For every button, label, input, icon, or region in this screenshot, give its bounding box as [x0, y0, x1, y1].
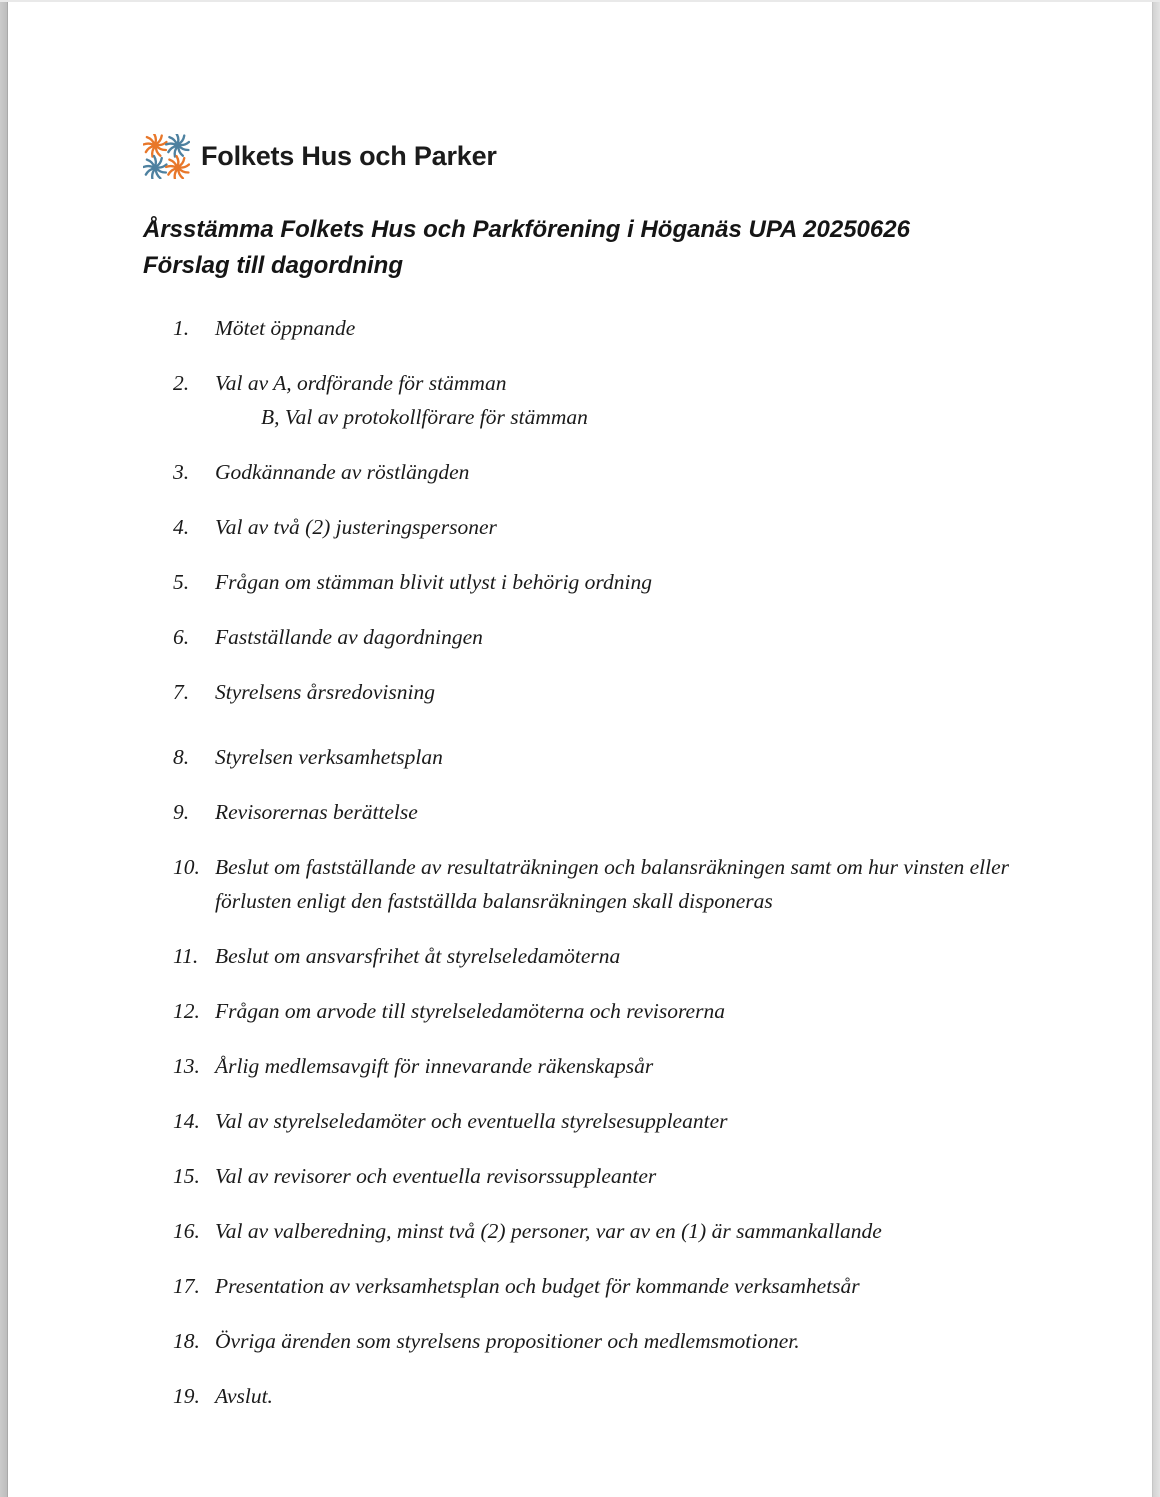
list-item [173, 1269, 1021, 1303]
logo-wordmark: Folkets Hus och Parker [201, 141, 497, 171]
page-top-edge [0, 0, 1160, 2]
agenda-item-text: Beslut om fastställande av resultaträkningen och balansräkningen samt om hur vinsten eller förlusten enligt den fastställda balansräkningen skall disponeras [215, 855, 1010, 913]
agenda-item-text: Val av två (2) justeringspersoner [215, 515, 497, 539]
agenda-item-number: 13. [173, 1054, 200, 1078]
list-item [173, 1324, 1021, 1358]
list-item [173, 1049, 1021, 1083]
agenda-item-number: 9. [173, 800, 190, 824]
agenda-item-text: Årlig medlemsavgift för innevarande räkenskapsår [215, 1054, 654, 1078]
list-item [173, 850, 1021, 918]
agenda-item-text: Avslut. [215, 1384, 273, 1408]
list-item [173, 1379, 1021, 1413]
list-item [173, 1159, 1021, 1193]
agenda-item-number: 8. [173, 745, 190, 769]
list-item [173, 311, 1021, 345]
list-item [173, 455, 1021, 489]
list-item [173, 620, 1021, 654]
agenda-list [173, 311, 1021, 1413]
agenda-item-number: 2. [173, 371, 190, 395]
agenda-item-text: Val av styrelseledamöter och eventuella styrelsesuppleanter [215, 1109, 728, 1133]
agenda-item-text: Revisorernas berättelse [215, 800, 418, 824]
agenda-item-text: Styrelsen verksamhetsplan [215, 745, 443, 769]
agenda-item-text: Val av revisorer och eventuella revisorssuppleanter [215, 1164, 657, 1188]
agenda-item-text: Val av A, ordförande för stämman [215, 371, 507, 395]
agenda-item-number: 10. [173, 855, 200, 879]
agenda-item-number: 1. [173, 316, 190, 340]
agenda-item-number: 6. [173, 625, 190, 649]
list-item [173, 994, 1021, 1028]
list-item [173, 1214, 1021, 1248]
page-left-gutter [0, 0, 8, 1497]
list-item [173, 795, 1021, 829]
agenda-item-number: 4. [173, 515, 190, 539]
agenda-item-text: Presentation av verksamhetsplan och budget för kommande verksamhetsår [215, 1274, 860, 1298]
agenda-item-number: 11. [173, 944, 199, 968]
agenda-item-text: Godkännande av röstlängden [215, 460, 470, 484]
agenda-item-number: 16. [173, 1219, 200, 1243]
agenda-item-number: 19. [173, 1384, 200, 1408]
logo [143, 134, 497, 179]
document-title [143, 212, 910, 284]
agenda-item-number: 18. [173, 1329, 200, 1353]
agenda-item-number: 5. [173, 570, 190, 594]
list-item [173, 366, 1021, 434]
agenda-item-text: Frågan om stämman blivit utlyst i behörig ordning [215, 570, 652, 594]
agenda-item-number: 14. [173, 1109, 200, 1133]
list-item [173, 939, 1021, 973]
agenda-item-number: 7. [173, 680, 190, 704]
list-item [173, 510, 1021, 544]
agenda-item-text: Fastställande av dagordningen [215, 625, 483, 649]
agenda-item-text: Beslut om ansvarsfrihet åt styrelseledamöterna [215, 944, 621, 968]
folkets-hus-pinwheel-logo-icon [143, 134, 190, 179]
document-title-line1: Årsstämma Folkets Hus och Parkförening i Höganäs UPA 20250626 [143, 216, 910, 243]
page-right-gutter [1152, 0, 1160, 1497]
agenda-item-subline: B, Val av protokollförare för stämman [261, 405, 588, 429]
list-item [173, 740, 1021, 774]
document-title-line2: Förslag till dagordning [143, 252, 403, 279]
agenda-item-text: Val av valberedning, minst två (2) personer, var av en (1) är sammankallande [215, 1219, 882, 1243]
list-item [173, 565, 1021, 599]
list-item [173, 1104, 1021, 1138]
agenda-item-text: Mötet öppnande [215, 316, 356, 340]
agenda-item-number: 17. [173, 1274, 200, 1298]
agenda-item-number: 3. [173, 460, 190, 484]
agenda-item-number: 12. [173, 999, 200, 1023]
agenda-item-text: Styrelsens årsredovisning [215, 680, 435, 704]
agenda-item-text: Övriga ärenden som styrelsens propositioner och medlemsmotioner. [215, 1329, 800, 1353]
agenda-item-number: 15. [173, 1164, 200, 1188]
list-item [173, 675, 1021, 709]
agenda-item-text: Frågan om arvode till styrelseledamöterna och revisorerna [215, 999, 725, 1023]
